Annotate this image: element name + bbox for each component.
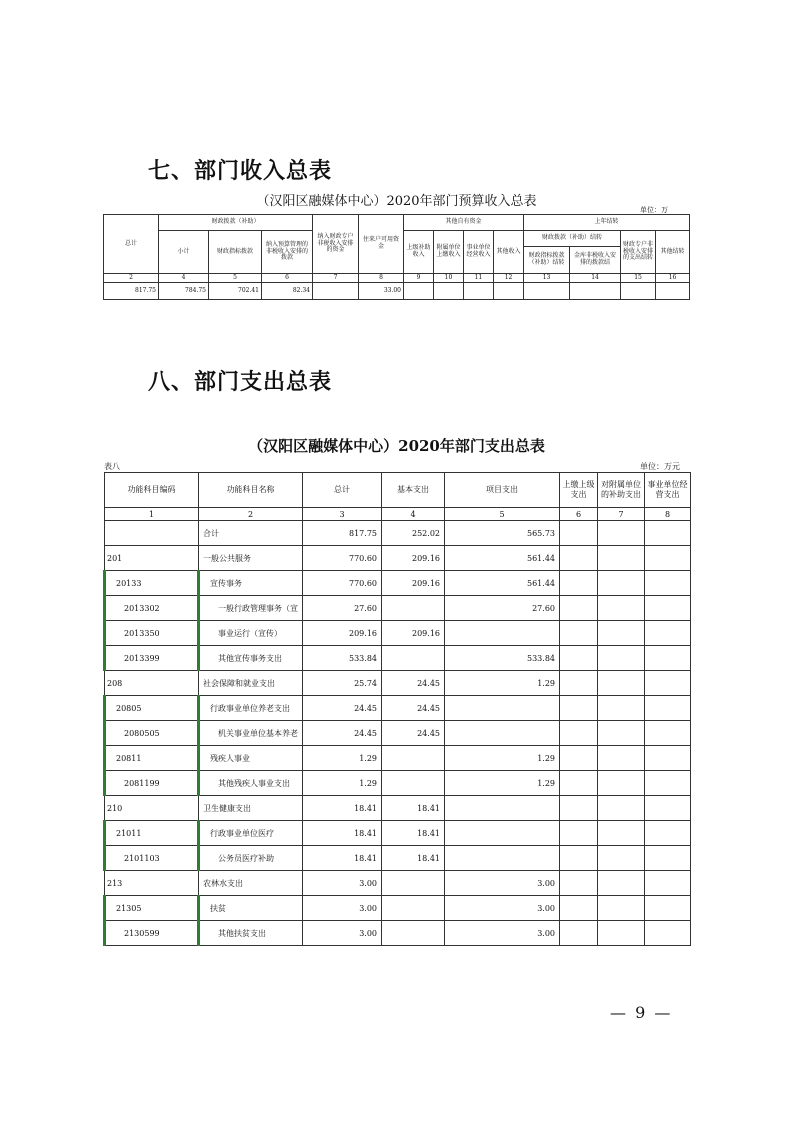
- income-col-number: 12: [494, 274, 524, 283]
- row-superior: [560, 546, 598, 571]
- row-name: 一般公共服务: [199, 546, 303, 571]
- row-basic: 18.41: [382, 796, 445, 821]
- row-superior: [560, 521, 598, 546]
- row-name: 农林水支出: [199, 871, 303, 896]
- row-project: 1.29: [445, 746, 560, 771]
- row-project: [445, 846, 560, 871]
- row-superior: [560, 846, 598, 871]
- row-total: 27.60: [303, 596, 382, 621]
- income-value-cell: [313, 283, 359, 300]
- row-affiliate: [598, 821, 645, 846]
- row-business: [645, 846, 691, 871]
- row-basic: 18.41: [382, 846, 445, 871]
- expenditure-header-cell: 总计: [303, 473, 382, 508]
- expenditure-header-cell: 对附属单位的补助支出: [598, 473, 645, 508]
- row-project: 27.60: [445, 596, 560, 621]
- income-col-number: 16: [656, 274, 690, 283]
- header-special-fund: 纳入财政专户非税收入安排的资金: [313, 215, 359, 274]
- table-row: [105, 896, 691, 921]
- row-business: [645, 821, 691, 846]
- row-business: [645, 771, 691, 796]
- row-basic: [382, 596, 445, 621]
- row-business: [645, 596, 691, 621]
- row-basic: 24.45: [382, 696, 445, 721]
- row-business: [645, 671, 691, 696]
- row-code: 210: [105, 796, 199, 821]
- row-basic: [382, 771, 445, 796]
- expenditure-header-cell: 上缴上级支出: [560, 473, 598, 508]
- income-summary-table: [103, 214, 690, 300]
- row-total: 3.00: [303, 921, 382, 946]
- income-col-number: 7: [313, 274, 359, 283]
- row-project: [445, 696, 560, 721]
- header-total: 总计: [104, 215, 159, 274]
- header-business: 事业单位经营收入: [464, 231, 494, 274]
- row-total: 770.60: [303, 546, 382, 571]
- table-row: [105, 746, 691, 771]
- row-superior: [560, 871, 598, 896]
- row-total: 1.29: [303, 746, 382, 771]
- income-value-cell: [570, 283, 621, 300]
- row-code: 2130599: [105, 921, 199, 946]
- row-project: 3.00: [445, 871, 560, 896]
- row-affiliate: [598, 796, 645, 821]
- income-value-cell: [524, 283, 570, 300]
- page-number: — 9 —: [610, 1003, 673, 1022]
- row-business: [645, 521, 691, 546]
- income-value-cell: [494, 283, 524, 300]
- expenditure-header-cell: 项目支出: [445, 473, 560, 508]
- row-code: 2101103: [105, 846, 199, 871]
- header-quota: 财政指标拨款: [209, 231, 262, 274]
- income-value-cell: [656, 283, 690, 300]
- row-basic: [382, 896, 445, 921]
- row-superior: [560, 796, 598, 821]
- row-business: [645, 546, 691, 571]
- row-name: 合计: [199, 521, 303, 546]
- row-total: 209.16: [303, 621, 382, 646]
- income-value-cell: 702.41: [209, 283, 262, 300]
- table-row: [105, 871, 691, 896]
- expenditure-col-number: 7: [598, 508, 645, 521]
- income-col-number: 8: [359, 274, 404, 283]
- expenditure-header-cell: 功能科目名称: [199, 473, 303, 508]
- row-name: 其他扶贫支出: [199, 921, 303, 946]
- header-other-carry: 其他结转: [656, 231, 690, 274]
- row-affiliate: [598, 646, 645, 671]
- header-fiscal-group: 财政拨款（补助）: [159, 215, 313, 231]
- row-superior: [560, 646, 598, 671]
- row-total: 3.00: [303, 896, 382, 921]
- table-row: [105, 846, 691, 871]
- expenditure-header-cell: 基本支出: [382, 473, 445, 508]
- header-nontax: 纳入预算管理的非税收入安排的拨款: [262, 231, 313, 274]
- row-basic: 209.16: [382, 571, 445, 596]
- row-name: 宣传事务: [199, 571, 303, 596]
- expenditure-header-cell: 事业单位经营支出: [645, 473, 691, 508]
- row-affiliate: [598, 896, 645, 921]
- section-heading-expenditure: 八、部门支出总表: [148, 369, 333, 395]
- expenditure-col-number: 6: [560, 508, 598, 521]
- row-total: 817.75: [303, 521, 382, 546]
- row-superior: [560, 696, 598, 721]
- row-affiliate: [598, 746, 645, 771]
- income-col-number: 6: [262, 274, 313, 283]
- table-label: 表八: [104, 462, 120, 471]
- row-name: 机关事业单位基本养老: [199, 721, 303, 746]
- income-col-number: 13: [524, 274, 570, 283]
- income-col-number: 10: [434, 274, 464, 283]
- table-row: [105, 546, 691, 571]
- row-code: 2013399: [105, 646, 199, 671]
- row-project: 561.44: [445, 571, 560, 596]
- income-col-number: 4: [159, 274, 209, 283]
- income-table-title: （汉阳区融媒体中心）2020年部门预算收入总表: [256, 194, 537, 209]
- row-superior: [560, 821, 598, 846]
- row-business: [645, 696, 691, 721]
- header-subtotal: 小计: [159, 231, 209, 274]
- row-code: 2080505: [105, 721, 199, 746]
- row-total: 533.84: [303, 646, 382, 671]
- table-row: [105, 596, 691, 621]
- row-name: 社会保障和就业支出: [199, 671, 303, 696]
- row-code: 20805: [105, 696, 199, 721]
- row-basic: [382, 921, 445, 946]
- row-business: [645, 571, 691, 596]
- row-basic: 209.16: [382, 546, 445, 571]
- row-superior: [560, 921, 598, 946]
- header-special-carry: 财政专户非税收入安排的支出结转: [621, 231, 656, 274]
- row-superior: [560, 571, 598, 596]
- row-code: 20133: [105, 571, 199, 596]
- section-heading-income: 七、部门收入总表: [148, 158, 333, 184]
- row-project: 533.84: [445, 646, 560, 671]
- row-affiliate: [598, 671, 645, 696]
- row-total: 25.74: [303, 671, 382, 696]
- row-affiliate: [598, 846, 645, 871]
- table-row: [105, 721, 691, 746]
- table-row: [105, 921, 691, 946]
- row-code: 2013350: [105, 621, 199, 646]
- table-row: [105, 771, 691, 796]
- header-superior: 上级补助收入: [404, 231, 434, 274]
- row-business: [645, 796, 691, 821]
- income-col-number: 15: [621, 274, 656, 283]
- row-project: 3.00: [445, 921, 560, 946]
- row-name: 行政事业单位养老支出: [199, 696, 303, 721]
- row-superior: [560, 621, 598, 646]
- income-col-number: 9: [404, 274, 434, 283]
- header-affiliate: 附属单位上缴收入: [434, 231, 464, 274]
- row-superior: [560, 746, 598, 771]
- row-business: [645, 646, 691, 671]
- row-basic: 24.45: [382, 671, 445, 696]
- row-project: [445, 821, 560, 846]
- expenditure-col-number: 1: [105, 508, 199, 521]
- table-row: [105, 621, 691, 646]
- header-special-account: 住来户可用资金: [359, 215, 404, 274]
- row-affiliate: [598, 696, 645, 721]
- row-total: 24.45: [303, 696, 382, 721]
- row-business: [645, 921, 691, 946]
- table-row: [105, 521, 691, 546]
- row-name: 扶贫: [199, 896, 303, 921]
- row-code: [105, 521, 199, 546]
- row-project: 1.29: [445, 671, 560, 696]
- row-name: 残疾人事业: [199, 746, 303, 771]
- row-code: 2013302: [105, 596, 199, 621]
- row-affiliate: [598, 521, 645, 546]
- row-name: 行政事业单位医疗: [199, 821, 303, 846]
- row-project: [445, 796, 560, 821]
- income-value-cell: 33.00: [359, 283, 404, 300]
- expenditure-col-number: 8: [645, 508, 691, 521]
- income-unit-label: 单位：万: [640, 206, 668, 214]
- row-project: 3.00: [445, 896, 560, 921]
- row-business: [645, 871, 691, 896]
- table-row: [105, 671, 691, 696]
- row-affiliate: [598, 546, 645, 571]
- row-name: 卫生健康支出: [199, 796, 303, 821]
- row-project: 561.44: [445, 546, 560, 571]
- row-total: 24.45: [303, 721, 382, 746]
- row-business: [645, 896, 691, 921]
- expenditure-unit-label: 单位：万元: [640, 462, 680, 471]
- row-basic: [382, 871, 445, 896]
- row-code: 213: [105, 871, 199, 896]
- row-affiliate: [598, 621, 645, 646]
- row-project: 1.29: [445, 771, 560, 796]
- row-code: 208: [105, 671, 199, 696]
- row-project: 565.73: [445, 521, 560, 546]
- row-business: [645, 746, 691, 771]
- table-row: [105, 796, 691, 821]
- table-row: [105, 571, 691, 596]
- row-basic: 24.45: [382, 721, 445, 746]
- row-affiliate: [598, 721, 645, 746]
- row-total: 18.41: [303, 796, 382, 821]
- expenditure-table-title: （汉阳区融媒体中心）2020年部门支出总表: [248, 437, 545, 455]
- row-basic: 18.41: [382, 821, 445, 846]
- row-project: [445, 721, 560, 746]
- expenditure-col-number: 4: [382, 508, 445, 521]
- income-col-number: 11: [464, 274, 494, 283]
- row-name: 公务员医疗补助: [199, 846, 303, 871]
- row-total: 3.00: [303, 871, 382, 896]
- expenditure-header-cell: 功能科目编码: [105, 473, 199, 508]
- row-basic: 252.02: [382, 521, 445, 546]
- row-basic: [382, 646, 445, 671]
- income-value-cell: 82.34: [262, 283, 313, 300]
- table-row: [105, 646, 691, 671]
- row-name: 其他残疾人事业支出: [199, 771, 303, 796]
- header-carryover-group: 上年结转: [524, 215, 690, 231]
- row-superior: [560, 671, 598, 696]
- row-total: 770.60: [303, 571, 382, 596]
- row-name: 事业运行（宣传）: [199, 621, 303, 646]
- row-basic: 209.16: [382, 621, 445, 646]
- income-value-cell: [404, 283, 434, 300]
- row-total: 18.41: [303, 846, 382, 871]
- row-code: 21011: [105, 821, 199, 846]
- row-superior: [560, 721, 598, 746]
- row-affiliate: [598, 921, 645, 946]
- row-code: 20811: [105, 746, 199, 771]
- row-business: [645, 621, 691, 646]
- row-affiliate: [598, 771, 645, 796]
- header-own-group: 其他自有资金: [404, 215, 524, 231]
- row-superior: [560, 896, 598, 921]
- row-code: 201: [105, 546, 199, 571]
- income-value-cell: [434, 283, 464, 300]
- row-name: 其他宣传事务支出: [199, 646, 303, 671]
- row-project: [445, 621, 560, 646]
- table-row: [105, 821, 691, 846]
- income-value-cell: [464, 283, 494, 300]
- expenditure-col-number: 2: [199, 508, 303, 521]
- row-name: 一般行政管理事务（宣: [199, 596, 303, 621]
- row-total: 1.29: [303, 771, 382, 796]
- income-value-cell: [621, 283, 656, 300]
- income-col-number: 14: [570, 274, 621, 283]
- income-value-cell: 817.75: [104, 283, 159, 300]
- row-total: 18.41: [303, 821, 382, 846]
- row-affiliate: [598, 571, 645, 596]
- row-basic: [382, 746, 445, 771]
- expenditure-summary-table: [103, 472, 691, 946]
- row-code: 21305: [105, 896, 199, 921]
- income-col-number: 2: [104, 274, 159, 283]
- expenditure-col-number: 5: [445, 508, 560, 521]
- row-code: 2081199: [105, 771, 199, 796]
- expenditure-col-number: 3: [303, 508, 382, 521]
- header-nontax-carry: 金库非税收入安排的拨款结: [570, 247, 621, 274]
- header-fiscal-carry: 财政拨款（补助）结转: [524, 231, 621, 247]
- table-row: [105, 696, 691, 721]
- row-affiliate: [598, 871, 645, 896]
- header-other-income: 其他收入: [494, 231, 524, 274]
- row-superior: [560, 596, 598, 621]
- row-superior: [560, 771, 598, 796]
- row-business: [645, 721, 691, 746]
- income-value-cell: 784.75: [159, 283, 209, 300]
- row-affiliate: [598, 596, 645, 621]
- header-quota-carry: 财政指标拨款（补助）结转: [524, 247, 570, 274]
- income-col-number: 5: [209, 274, 262, 283]
